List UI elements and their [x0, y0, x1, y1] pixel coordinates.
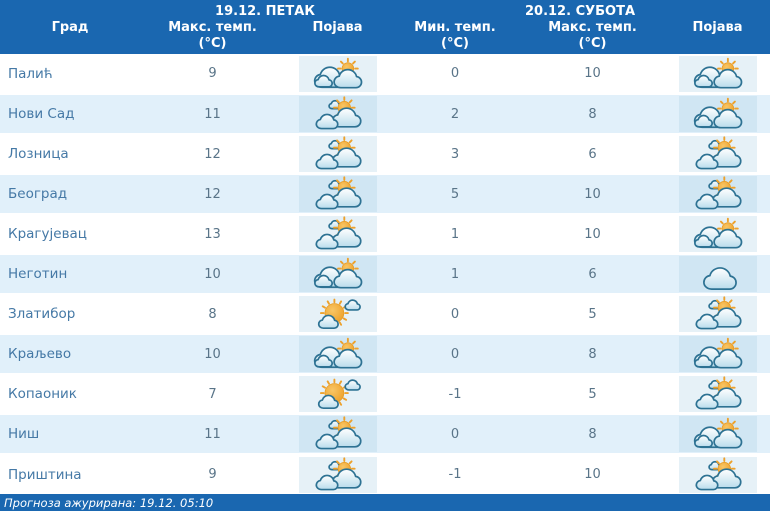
weather-iconbox: [679, 457, 757, 493]
table-row: [0, 214, 770, 254]
day2-weather-cell: [665, 334, 770, 374]
partly-cloudy-icon: [691, 136, 745, 172]
header-day1-title: 19.12. ПЕТАК: [140, 0, 390, 20]
day2-weather-cell: [665, 54, 770, 94]
weather-iconbox: [679, 416, 757, 452]
city-name: Лозница: [8, 146, 69, 162]
table-header: [0, 0, 770, 54]
mostly-cloudy-icon: [691, 96, 745, 132]
day2-max-temp: 8: [520, 334, 665, 374]
day1-weather-cell: [285, 254, 390, 294]
header-day2-min: Мин. темп.: [390, 20, 520, 36]
weather-iconbox: [299, 176, 377, 212]
day2-min-temp: -1: [448, 467, 462, 482]
city-name: Копаоник: [8, 386, 77, 402]
weather-iconbox: [679, 376, 757, 412]
day1-weather-cell: [285, 134, 390, 174]
table-row: [0, 134, 770, 174]
header-day2-pojava: Појава: [665, 20, 770, 54]
day1-weather-cell: [285, 454, 390, 494]
partly-cloudy-icon: [311, 176, 365, 212]
city-name: Палић: [8, 65, 53, 82]
weather-iconbox: [299, 376, 377, 412]
city-name: Неготин: [0, 254, 140, 294]
forecast-body: [0, 54, 770, 494]
table-row: [0, 254, 770, 294]
weather-iconbox: [299, 416, 377, 452]
weather-iconbox: [299, 96, 377, 132]
table-row: [0, 54, 770, 94]
weather-iconbox: [299, 296, 377, 332]
mostly-cloudy-icon: [691, 336, 745, 372]
day1-max-temp: 9: [208, 467, 217, 482]
day2-min-temp: -1: [448, 386, 462, 402]
day2-weather-cell: [665, 254, 770, 294]
day1-max-temp: 11: [140, 414, 285, 454]
partly-cloudy-icon: [311, 96, 365, 132]
city-name: Златибор: [8, 306, 76, 322]
day2-weather-cell: [665, 134, 770, 174]
day1-weather-cell: [285, 374, 390, 414]
mostly-sunny-icon: [311, 296, 365, 332]
header-empty: [0, 0, 140, 20]
weather-iconbox: [299, 336, 377, 372]
day1-max-temp: 11: [140, 94, 285, 134]
header-city: Град: [0, 20, 140, 54]
day1-max-temp: 12: [204, 146, 221, 162]
forecast-updated-text: Прогноза ажурирана: 19.12. 05:10: [4, 495, 214, 510]
header-day1-pojava: Појава: [285, 20, 390, 54]
weather-iconbox: [299, 457, 377, 493]
weather-iconbox: [679, 216, 757, 252]
table-row: [0, 334, 770, 374]
mostly-cloudy-icon: [691, 56, 745, 92]
header-day2-max: Макс. темп.: [520, 20, 665, 36]
day1-max-temp: 13: [204, 226, 221, 242]
day2-max-temp: 10: [584, 226, 601, 242]
day1-weather-cell: [285, 294, 390, 334]
partly-cloudy-icon: [311, 136, 365, 172]
partly-cloudy-icon: [311, 457, 365, 493]
mostly-cloudy-icon: [311, 256, 365, 292]
day2-min-temp: 3: [450, 146, 460, 162]
mostly-cloudy-icon: [691, 416, 745, 452]
weather-iconbox: [679, 296, 757, 332]
cloudy-icon: [691, 256, 745, 292]
footer-bar: [0, 494, 770, 511]
mostly-cloudy-icon: [311, 56, 365, 92]
day2-min-temp: 0: [390, 334, 520, 374]
city-name: Крагујевац: [8, 226, 87, 242]
day2-weather-cell: [665, 294, 770, 334]
header-day1-max: Макс. темп.: [140, 20, 285, 36]
day2-max-temp: 8: [520, 94, 665, 134]
city-name: Нови Сад: [0, 94, 140, 134]
day2-weather-cell: [665, 454, 770, 494]
table-row: [0, 454, 770, 494]
day2-max-temp: 5: [588, 386, 597, 402]
day2-max-temp: 10: [584, 66, 601, 81]
header-day1-max-unit: (°C): [140, 36, 285, 54]
table-row: [0, 174, 770, 214]
day2-min-temp: 2: [390, 94, 520, 134]
header-day2-max-unit: (°C): [520, 36, 665, 54]
day1-weather-cell: [285, 414, 390, 454]
day1-weather-cell: [285, 174, 390, 214]
day2-min-temp: 1: [450, 226, 460, 242]
partly-cloudy-icon: [311, 216, 365, 252]
weather-iconbox: [679, 256, 757, 292]
weather-iconbox: [679, 56, 757, 92]
day2-weather-cell: [665, 374, 770, 414]
day1-weather-cell: [285, 334, 390, 374]
day2-min-temp: 0: [450, 66, 460, 81]
day2-min-temp: 0: [450, 306, 460, 322]
day1-max-temp: 8: [208, 306, 217, 322]
table-row: [0, 294, 770, 334]
day2-min-temp: 0: [390, 414, 520, 454]
day2-max-temp: 5: [588, 306, 597, 322]
day2-max-temp: 6: [588, 146, 597, 162]
day2-weather-cell: [665, 414, 770, 454]
day1-max-temp: 10: [140, 334, 285, 374]
weather-iconbox: [679, 96, 757, 132]
day1-weather-cell: [285, 94, 390, 134]
weather-iconbox: [679, 176, 757, 212]
partly-cloudy-icon: [691, 457, 745, 493]
header-day2-min-unit: (°C): [390, 36, 520, 54]
table-row: [0, 374, 770, 414]
weather-iconbox: [679, 336, 757, 372]
city-name: Ниш: [0, 414, 140, 454]
day2-weather-cell: [665, 174, 770, 214]
city-name: Краљево: [0, 334, 140, 374]
day1-weather-cell: [285, 54, 390, 94]
weather-iconbox: [299, 136, 377, 172]
mostly-cloudy-icon: [311, 336, 365, 372]
weather-iconbox: [679, 136, 757, 172]
city-name: Приштина: [8, 466, 82, 483]
day1-max-temp: 9: [208, 66, 217, 81]
partly-cloudy-icon: [691, 176, 745, 212]
day2-max-temp: 10: [520, 174, 665, 214]
day2-max-temp: 10: [584, 467, 601, 482]
day2-weather-cell: [665, 94, 770, 134]
day1-max-temp: 7: [208, 386, 217, 402]
city-name: Београд: [0, 174, 140, 214]
table-row: [0, 94, 770, 134]
weather-iconbox: [299, 216, 377, 252]
day2-max-temp: 6: [520, 254, 665, 294]
day1-weather-cell: [285, 214, 390, 254]
partly-cloudy-icon: [691, 296, 745, 332]
day2-weather-cell: [665, 214, 770, 254]
day1-max-temp: 12: [140, 174, 285, 214]
day2-max-temp: 8: [520, 414, 665, 454]
weather-iconbox: [299, 256, 377, 292]
mostly-cloudy-icon: [691, 216, 745, 252]
header-day2-title: 20.12. СУБОТА: [390, 0, 770, 20]
day2-min-temp: 1: [390, 254, 520, 294]
day1-max-temp: 10: [140, 254, 285, 294]
table-row: [0, 414, 770, 454]
weather-iconbox: [299, 56, 377, 92]
partly-cloudy-icon: [311, 416, 365, 452]
day2-min-temp: 5: [390, 174, 520, 214]
mostly-sunny-icon: [311, 376, 365, 412]
partly-cloudy-icon: [691, 376, 745, 412]
